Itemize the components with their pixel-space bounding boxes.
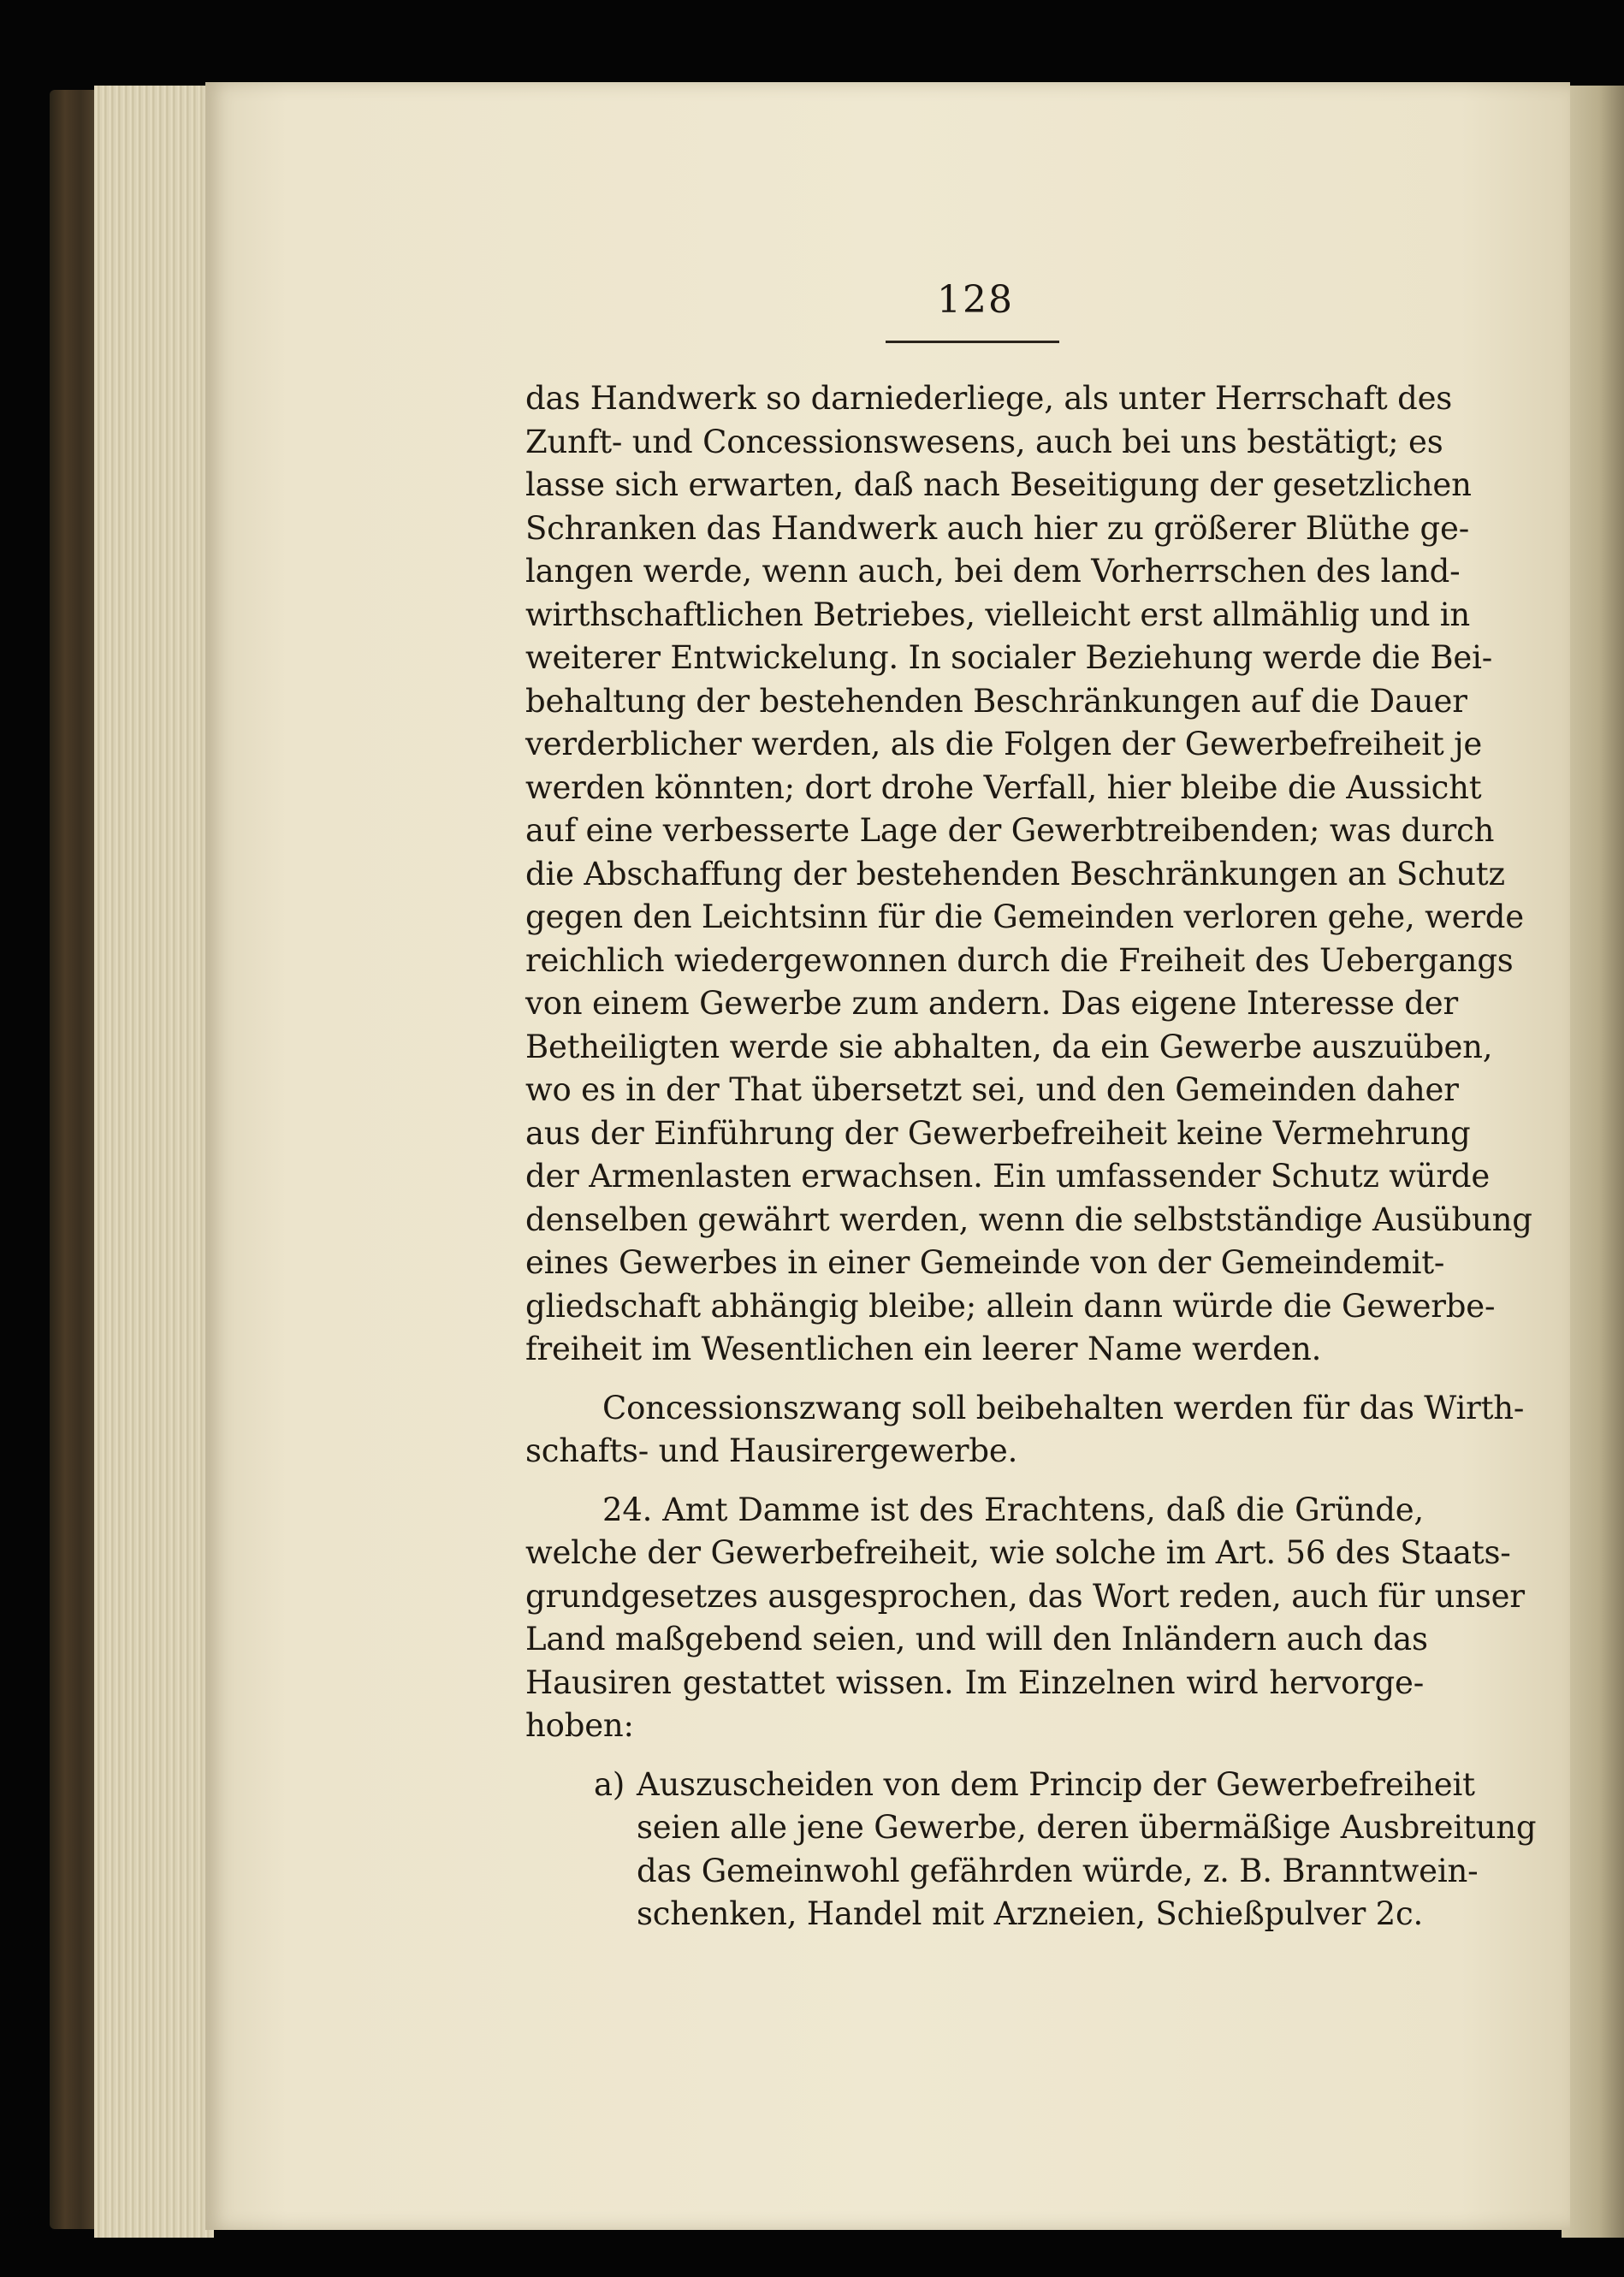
text-line: auf eine verbesserte Lage der Gewerbtreibenden; was durch	[525, 812, 1495, 849]
list-item-letter: a)	[594, 1765, 625, 1803]
text-line: aus der Einführung der Gewerbefreiheit keine Vermehrung	[525, 1114, 1471, 1152]
text-line: eines Gewerbes in einer Gemeinde von der Gemeindemit-	[525, 1244, 1445, 1281]
page-stack-right	[1562, 86, 1624, 2238]
text-line: der Armenlasten erwachsen. Ein umfassender Schutz würde	[525, 1158, 1491, 1195]
paragraph-gap	[525, 1372, 1424, 1387]
list-item-line: das Gemeinwohl gefährden würde, z. B. Branntwein-	[637, 1852, 1479, 1889]
paragraph-gap	[525, 1474, 1424, 1489]
text-line: 24. Amt Damme ist des Erachtens, daß die Gründe,	[602, 1491, 1424, 1528]
text-line: gliedschaft abhängig bleibe; allein dann würde die Gewerbe-	[525, 1287, 1496, 1325]
text-line: verderblicher werden, als die Folgen der Gewerbefreiheit je	[525, 726, 1483, 762]
text-line: reichlich wiedergewonnen durch die Freiheit des Uebergangs	[525, 941, 1514, 979]
text-line: denselben gewährt werden, wenn die selbstständige Ausübung	[525, 1201, 1532, 1238]
list-item-line: schenken, Handel mit Arzneien, Schießpulver 2c.	[637, 1895, 1424, 1932]
text-line: wo es in der That übersetzt sei, und den Gemeinden daher	[525, 1071, 1459, 1108]
text-line: Betheiligten werde sie abhalten, da ein Gewerbe auszuüben,	[525, 1028, 1493, 1065]
text-line: langen werde, wenn auch, bei dem Vorherrschen des land-	[525, 553, 1461, 590]
text-line: schafts- und Hausirergewerbe.	[525, 1432, 1018, 1469]
text-line: Zunft- und Concessionswesens, auch bei uns bestätigt; es	[525, 423, 1443, 460]
paragraph-1	[525, 377, 1532, 1372]
paragraph-3	[525, 1489, 1525, 1748]
paragraph-2	[525, 1387, 1525, 1474]
page-stack-left	[94, 86, 214, 2238]
text-line: wirthschaftlichen Betriebes, vielleicht erst allmählig und in	[525, 596, 1471, 633]
text-line: freiheit im Wesentlichen ein leerer Name werden.	[525, 1331, 1322, 1367]
book-spine-edge	[50, 90, 101, 2229]
list-item-line: seien alle jene Gewerbe, deren übermäßige Ausbreitung	[637, 1809, 1537, 1846]
paragraph-gap	[525, 1748, 1424, 1764]
page-number: 128	[937, 278, 1014, 322]
text-line: grundgesetzes ausgesprochen, das Wort reden, auch für unser	[525, 1577, 1525, 1615]
page-number-rule	[886, 341, 1059, 343]
text-line: Schranken das Handwerk auch hier zu größerer Blüthe ge-	[525, 509, 1470, 547]
body-text	[525, 377, 1537, 1936]
text-line: Concessionszwang soll beibehalten werden für das Wirth-	[602, 1389, 1525, 1426]
text-line: hoben:	[525, 1707, 634, 1744]
text-line: das Handwerk so darniederliege, als unter Herrschaft des	[525, 380, 1453, 417]
text-line: behaltung der bestehenden Beschränkungen auf die Dauer	[525, 682, 1467, 720]
list-item-a	[525, 1764, 1537, 1936]
list-item-line	[525, 1764, 1475, 1807]
text-line: von einem Gewerbe zum andern. Das eigene Interesse der	[525, 985, 1458, 1022]
text-line: Land maßgebend seien, und will den Inländern auch das	[525, 1621, 1428, 1657]
text-line: werden könnten; dort drohe Verfall, hier bleibe die Aussicht	[525, 768, 1482, 806]
text-line: Hausiren gestattet wissen. Im Einzelnen wird hervorge-	[525, 1663, 1424, 1701]
list-item-text: Auszuscheiden von dem Princip der Gewerbefreiheit	[637, 1765, 1475, 1803]
text-line: die Abschaffung der bestehenden Beschränkungen an Schutz	[525, 855, 1505, 892]
text-line: gegen den Leichtsinn für die Gemeinden verloren gehe, werde	[525, 898, 1524, 935]
text-line: lasse sich erwarten, daß nach Beseitigung der gesetzlichen	[525, 466, 1472, 503]
text-line: welche der Gewerbefreiheit, wie solche im Art. 56 des Staats-	[525, 1534, 1511, 1571]
text-line: weiterer Entwickelung. In socialer Beziehung werde die Bei-	[525, 639, 1493, 676]
